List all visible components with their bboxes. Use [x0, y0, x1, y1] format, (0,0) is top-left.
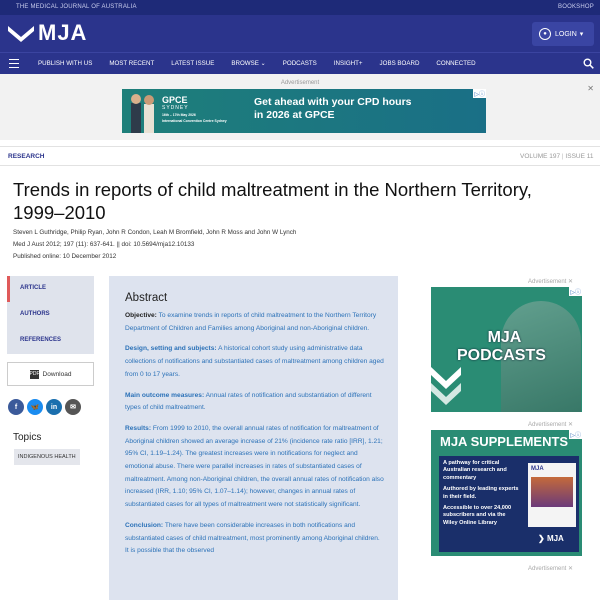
published-date: Published online: 10 December 2012 — [13, 253, 117, 260]
supplements-box — [439, 456, 579, 552]
adchoices-icon[interactable]: ▷ⓘ — [569, 287, 582, 296]
top-strip — [0, 0, 600, 15]
site-header — [0, 15, 600, 52]
close-ad-icon[interactable]: ✕ — [568, 566, 574, 572]
supplements-title: MJA SUPPLEMENTS — [440, 434, 569, 449]
abstract-results: Results: From 1999 to 2010, the overall annual rates of notification for maltreatment of Aboriginal children showed an average increase of 21% (incidence rate ratio [IRR], 1.21; 95% CI, 1.19–1.24). The greatest increases were in notifications for neglect and emotional abuse. There were parallel increases in rates of substantiated cases of maltreatment. Among non-Aboriginal children, the overall annual rates of notification also increased (IRR, 1.10; 95% CI, 1.07–1.14); however, changes in annual rates of substantiated cases for all types of maltreatment were not statistically significant. — [125, 424, 384, 509]
linkedin-icon[interactable]: in — [46, 399, 62, 415]
cover-image — [531, 477, 573, 507]
abstract-outcome: Main outcome measures: Annual rates of notification and substantiation of different types of child maltreatment. — [125, 391, 372, 412]
volume-label[interactable]: VOLUME 197 — [520, 153, 561, 160]
ad-headline-1: Get ahead with your CPD hours — [254, 96, 412, 108]
topics-heading: Topics — [13, 432, 42, 443]
bookshop-link[interactable]: BOOKSHOP — [558, 4, 594, 10]
journal-name: THE MEDICAL JOURNAL OF AUSTRALIA — [16, 4, 137, 10]
download-label: Download — [42, 370, 72, 378]
search-icon[interactable] — [583, 58, 594, 69]
nav-connected[interactable]: CONNECTED — [436, 60, 476, 67]
nav-insight[interactable]: INSIGHT+ — [333, 60, 363, 67]
abstract-panel — [109, 276, 398, 600]
main-nav — [0, 52, 600, 74]
podcasts-title: MJA PODCASTS — [457, 329, 546, 364]
topic-tag[interactable]: INDIGENOUS HEALTH — [14, 449, 80, 465]
supp-text-2: Authored by leading experts in their field. — [443, 486, 519, 500]
gpce-venue: International Convention Centre Sydney — [162, 119, 227, 123]
abstract-heading: Abstract — [125, 292, 168, 304]
gpce-logo: GPCE — [162, 95, 188, 105]
supp-text-1: A pathway for critical Australian research and commentary — [443, 460, 507, 481]
gpce-banner[interactable] — [122, 89, 486, 133]
author-list[interactable]: Steven L Guthridge, Philip Ryan, John R Condon, Leah M Bromfield, John R Moss and John W Lynch — [13, 229, 297, 236]
abstract-conclusion: Conclusion: There have been considerable increases in both notifications and substantiated cases of child maltreatment, most prominently among Aboriginal children. It is possible that the observed — [125, 521, 380, 555]
mja-chevron-icon — [8, 24, 34, 42]
ad-label-third: Advertisement ✕ — [528, 566, 574, 572]
cover-title: MJA — [531, 466, 544, 472]
gpce-city: SYDNEY — [162, 105, 189, 111]
sidenav-article[interactable]: ARTICLE — [7, 276, 94, 302]
supplements-ad[interactable] — [431, 430, 582, 556]
people-illustration — [128, 89, 158, 133]
sidenav-references[interactable]: REFERENCES — [20, 337, 62, 343]
mja-logo[interactable] — [8, 22, 87, 44]
nav-browse[interactable]: BROWSE ⌄ — [231, 60, 266, 67]
abstract-design: Design, setting and subjects: A historical cohort study using administrative data collections of notifications and substantiated cases of maltreatment among children aged from 0 to 17 years. — [125, 345, 384, 378]
login-button[interactable] — [532, 22, 594, 46]
volume-issue: VOLUME 197 | ISSUE 11 — [520, 153, 594, 160]
ad-headline-2: in 2026 at GPCE — [254, 109, 335, 121]
logo-text: MJA — [38, 20, 88, 45]
ad-label-supplements: Advertisement ✕ — [528, 422, 574, 428]
ad-label-podcasts: Advertisement ✕ — [528, 279, 574, 285]
ad-label: Advertisement — [280, 80, 320, 86]
adchoices-icon[interactable]: ▷ⓘ — [473, 89, 486, 98]
nav-most-recent[interactable]: MOST RECENT — [109, 60, 155, 67]
issue-label[interactable]: ISSUE 11 — [565, 153, 594, 160]
user-icon: ● — [539, 28, 551, 40]
podcasts-ad[interactable] — [431, 287, 582, 412]
top-advertisement — [0, 74, 600, 140]
article-sidenav — [7, 276, 94, 354]
supp-text-3: Accessible to over 24,000 subscribers and via the Wiley Online Library — [443, 505, 512, 526]
pdf-icon: PDF — [29, 370, 40, 377]
bluesky-icon[interactable]: 🦋 — [27, 399, 43, 415]
menu-icon[interactable] — [9, 59, 19, 68]
article-section-bar — [0, 146, 600, 166]
sidenav-authors[interactable]: AUTHORS — [20, 311, 50, 317]
facebook-icon[interactable]: f — [8, 399, 24, 415]
mja-chevron-icon: ❯ — [538, 534, 547, 543]
close-ad-icon[interactable]: ✕ — [587, 84, 594, 93]
citation: Med J Aust 2012; 197 (11): 637-641. || doi: 10.5694/mja12.10133 — [13, 241, 195, 248]
adchoices-icon[interactable]: ▷ⓘ — [569, 430, 582, 439]
chevron-down-icon: ▾ — [579, 31, 584, 38]
login-label: LOGIN — [555, 30, 577, 38]
nav-podcasts[interactable]: PODCASTS — [282, 60, 317, 67]
abstract-objective: Objective: To examine trends in reports of child maltreatment to the Northern Territory Department of Children and Families among Aboriginal and non-Aboriginal children. — [125, 312, 377, 332]
chevron-graphic — [431, 367, 461, 407]
article-title: Trends in reports of child maltreatment in the Northern Territory, 1999–2010 — [13, 179, 532, 223]
download-button[interactable] — [7, 362, 94, 386]
mja-logo-small: ❯ MJA — [538, 534, 564, 543]
close-ad-icon[interactable]: ✕ — [568, 422, 574, 428]
gpce-dates: 16th – 17th May 2026 — [162, 113, 196, 117]
nav-publish[interactable]: PUBLISH WITH US — [38, 60, 93, 67]
nav-jobs-board[interactable]: JOBS BOARD — [379, 60, 420, 67]
section-label[interactable]: RESEARCH — [8, 153, 45, 160]
close-ad-icon[interactable]: ✕ — [568, 279, 574, 285]
nav-latest-issue[interactable]: LATEST ISSUE — [171, 60, 215, 67]
share-links — [8, 399, 84, 415]
journal-cover — [528, 463, 576, 527]
email-icon[interactable]: ✉ — [65, 399, 81, 415]
